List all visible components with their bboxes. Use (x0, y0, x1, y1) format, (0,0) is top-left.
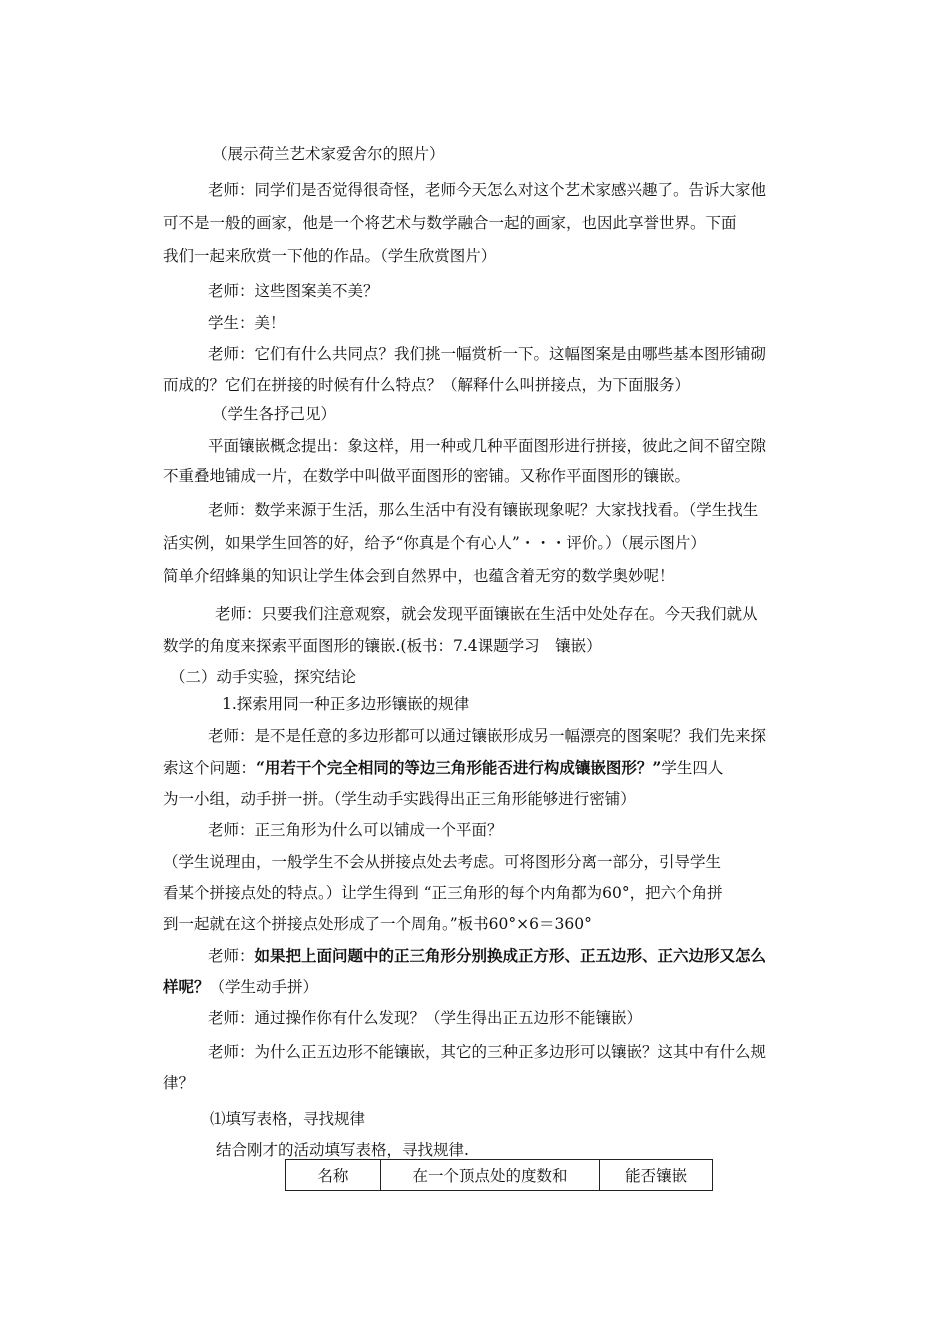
paragraph-line: 老师：通过操作你有什么发现？（学生得出正五边形不能镶嵌） (208, 1009, 643, 1027)
paragraph-line: 结合刚才的活动填写表格，寻找规律. (216, 1141, 469, 1159)
paragraph-line: 平面镶嵌概念提出：象这样，用一种或几种平面图形进行拼接，彼此之间不留空隙 (208, 437, 767, 455)
subsection-heading: 1.探索用同一种正多边形镶嵌的规律 (222, 695, 470, 713)
paragraph-line: 我们一起来欣赏一下他的作品。（学生欣赏图片） (163, 247, 497, 265)
paragraph-line: 简单介绍蜂巢的知识让学生体会到自然界中，也蕴含着无穷的数学奥妙呢！ (163, 567, 675, 585)
text-run: 老师： (208, 947, 255, 965)
paragraph-line: 可不是一般的画家，他是一个将艺术与数学融合一起的画家，也因此享誉世界。下面 (163, 214, 737, 232)
text-run: （学生动手拼） (209, 978, 319, 996)
table-header-cell: 名称 (286, 1160, 381, 1191)
bold-question: “用若干个完全相同的等边三角形能否进行构成镶嵌图形？” (256, 758, 662, 777)
paragraph-line: 老师：同学们是否觉得很奇怪，老师今天怎么对这个艺术家感兴趣了。告诉大家他 (208, 181, 767, 199)
paragraph-line: （学生说理由，一般学生不会从拼接点处去考虑。可将图形分离一部分，引导学生 (163, 853, 722, 871)
table-header-cell: 在一个顶点处的度数和 (380, 1160, 599, 1191)
paragraph-line: 为一小组，动手拼一拼。（学生动手实践得出正三角形能够进行密铺） (163, 790, 636, 808)
paragraph-line: 老师：这些图案美不美？ (208, 282, 379, 300)
paragraph-line: 老师：只要我们注意观察，就会发现平面镶嵌在生活中处处存在。今天我们就从 (215, 605, 758, 623)
paragraph-line: （展示荷兰艺术家爱舍尔的照片） (212, 145, 445, 163)
paragraph-line (208, 946, 766, 966)
paragraph-line: （学生各抒己见） (212, 405, 337, 423)
paragraph-line: 看某个拼接点处的特点。）让学生得到 “正三角形的每个内角都为60°，把六个角拼 (163, 884, 723, 902)
bold-question: 样呢？ (163, 977, 210, 996)
text-run: 学生四人 (661, 759, 724, 777)
paragraph-line: 学生：美！ (208, 314, 286, 332)
paragraph-line: 老师：数学来源于生活，那么生活中有没有镶嵌现象呢？大家找找看。（学生找生 (208, 501, 759, 519)
table-header-row (286, 1160, 713, 1191)
table-header-cell: 能否镶嵌 (600, 1160, 713, 1191)
paragraph-line: 老师：为什么正五边形不能镶嵌，其它的三种正多边形可以镶嵌？这其中有什么规 (208, 1043, 767, 1061)
paragraph-line: 数学的角度来探索平面图形的镶嵌.(板书：7.4课题学习 镶嵌） (163, 637, 602, 655)
bold-question: 如果把上面问题中的正三角形分别换成正方形、正五边形、正六边形又怎么 (254, 946, 767, 965)
list-item: ⑴填写表格，寻找规律 (210, 1110, 366, 1128)
paragraph-line: 老师：正三角形为什么可以铺成一个平面？ (208, 821, 503, 839)
paragraph-line: 老师：是不是任意的多边形都可以通过镶嵌形成另一幅漂亮的图案呢？我们先来探 (208, 727, 767, 745)
paragraph-line: 而成的？它们在拼接的时候有什么特点？（解释什么叫拼接点，为下面服务） (163, 376, 691, 394)
paragraph-line (163, 758, 723, 778)
paragraph-line: 活实例，如果学生回答的好，给予“你真是个有心人”・・・评价。）（展示图片） (163, 534, 706, 552)
rules-table (285, 1159, 713, 1191)
paragraph-line: 老师：它们有什么共同点？我们挑一幅赏析一下。这幅图案是由哪些基本图形铺砌 (208, 345, 767, 363)
paragraph-line: 不重叠地铺成一片，在数学中叫做平面图形的密铺。又称作平面图形的镶嵌。 (163, 467, 691, 485)
section-heading: （二）动手实验，探究结论 (170, 668, 357, 686)
paragraph-line (163, 977, 318, 997)
paragraph-line: 律？ (163, 1074, 195, 1092)
paragraph-line: 到一起就在这个拼接点处形成了一个周角。”板书60°×6＝360° (163, 915, 592, 933)
text-run: 索这个问题： (163, 759, 257, 777)
